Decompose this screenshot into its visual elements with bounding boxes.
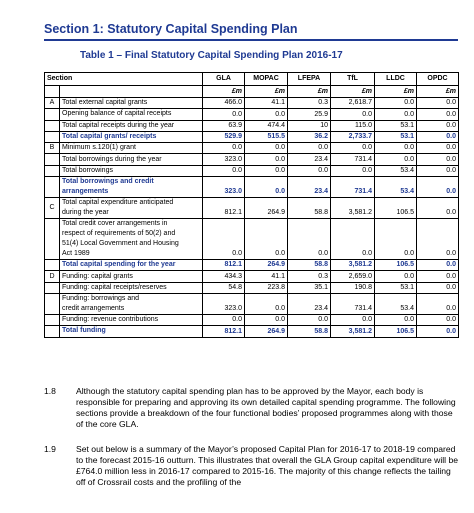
cell-value: 0.0 bbox=[245, 293, 288, 314]
table-row bbox=[45, 260, 459, 271]
cell-value: 812.1 bbox=[203, 198, 245, 219]
section-title: Section 1: Statutory Capital Spending Plan bbox=[44, 22, 298, 36]
cell-value: 53.1 bbox=[375, 131, 417, 142]
cell-value: 0.0 bbox=[417, 109, 459, 120]
units-row bbox=[45, 86, 459, 98]
row-label bbox=[60, 326, 203, 337]
cell-value: 466.0 bbox=[203, 98, 245, 109]
section-letter bbox=[45, 326, 60, 337]
cell-value: 0.0 bbox=[417, 271, 459, 282]
cell-value: 10 bbox=[288, 120, 331, 131]
table-row bbox=[45, 198, 459, 219]
section-letter: A bbox=[45, 98, 60, 109]
cell-value: 323.0 bbox=[203, 293, 245, 314]
row-label bbox=[60, 293, 203, 314]
section-letter bbox=[45, 109, 60, 120]
cell-value: 63.9 bbox=[203, 120, 245, 131]
cell-value: 23.4 bbox=[288, 177, 331, 198]
cell-value: 731.4 bbox=[331, 177, 375, 198]
cell-value: 3,581.2 bbox=[331, 198, 375, 219]
row-label bbox=[60, 98, 203, 109]
cell-value: 23.4 bbox=[288, 293, 331, 314]
row-label-line: Total borrowings during the year bbox=[62, 155, 162, 163]
row-label-line: Total external capital grants bbox=[62, 99, 148, 107]
cell-value: 58.8 bbox=[288, 260, 331, 271]
cell-value: 0.0 bbox=[203, 219, 245, 260]
row-label-line: Funding: revenue contributions bbox=[62, 316, 159, 324]
cell-value: 0.0 bbox=[203, 314, 245, 325]
cell-value: 474.4 bbox=[245, 120, 288, 131]
column-header: GLA bbox=[203, 73, 245, 86]
row-label-line: Funding: capital receipts/reserves bbox=[62, 283, 167, 291]
cell-value: 58.8 bbox=[288, 326, 331, 337]
paragraph-number: 1.8 bbox=[44, 386, 56, 396]
cell-value: 106.5 bbox=[375, 326, 417, 337]
row-label bbox=[60, 271, 203, 282]
cell-value: 0.0 bbox=[331, 219, 375, 260]
cell-value: 0.0 bbox=[331, 109, 375, 120]
unit-label: £m bbox=[417, 86, 459, 98]
table-row bbox=[45, 143, 459, 154]
cell-value: 0.0 bbox=[417, 154, 459, 165]
cell-value: 3,581.2 bbox=[331, 326, 375, 337]
cell-value: 0.0 bbox=[203, 143, 245, 154]
cell-value: 812.1 bbox=[203, 260, 245, 271]
column-header: LFEPA bbox=[288, 73, 331, 86]
unit-label: £m bbox=[203, 86, 245, 98]
row-label bbox=[60, 260, 203, 271]
table-row bbox=[45, 293, 459, 314]
cell-value: 53.4 bbox=[375, 165, 417, 176]
cell-value: 53.4 bbox=[375, 293, 417, 314]
paragraph-number: 1.9 bbox=[44, 444, 56, 454]
cell-value: 0.0 bbox=[203, 165, 245, 176]
table-row bbox=[45, 282, 459, 293]
cell-value: 264.9 bbox=[245, 198, 288, 219]
cell-value: 0.0 bbox=[245, 177, 288, 198]
cell-value: 0.0 bbox=[245, 109, 288, 120]
cell-value: 0.0 bbox=[288, 219, 331, 260]
row-label bbox=[60, 131, 203, 142]
row-label-line: Minimum s.120(1) grant bbox=[62, 144, 136, 152]
table-row bbox=[45, 154, 459, 165]
capital-plan-table bbox=[44, 72, 459, 338]
row-label bbox=[60, 143, 203, 154]
cell-value: 0.0 bbox=[288, 314, 331, 325]
table-row bbox=[45, 177, 459, 198]
unit-label: £m bbox=[245, 86, 288, 98]
row-label bbox=[60, 198, 203, 219]
unit-label: £m bbox=[288, 86, 331, 98]
column-header: Section bbox=[45, 73, 203, 86]
cell-value: 323.0 bbox=[203, 154, 245, 165]
section-letter: D bbox=[45, 271, 60, 282]
cell-value: 53.1 bbox=[375, 282, 417, 293]
cell-value: 0.0 bbox=[417, 198, 459, 219]
section-rule bbox=[44, 39, 458, 41]
column-header: LLDC bbox=[375, 73, 417, 86]
row-label-line: Total borrowings bbox=[62, 166, 113, 174]
section-letter bbox=[45, 177, 60, 198]
cell-value: 0.0 bbox=[417, 282, 459, 293]
cell-value: 0.0 bbox=[417, 165, 459, 176]
section-letter: B bbox=[45, 143, 60, 154]
cell-value: 0.0 bbox=[245, 154, 288, 165]
cell-value: 115.0 bbox=[331, 120, 375, 131]
row-label-line: Total capital expenditure anticipated bbox=[62, 199, 174, 207]
row-label-line: arrangements bbox=[62, 188, 109, 196]
cell-value: 0.0 bbox=[417, 326, 459, 337]
cell-value: 58.8 bbox=[288, 198, 331, 219]
row-label-line: Total funding bbox=[62, 327, 106, 335]
row-label-line: credit arrangements bbox=[62, 304, 125, 312]
cell-value: 529.9 bbox=[203, 131, 245, 142]
cell-value: 0.0 bbox=[288, 143, 331, 154]
row-label-line: Total credit cover arrangements in bbox=[62, 220, 168, 228]
cell-value: 0.0 bbox=[288, 165, 331, 176]
table-row bbox=[45, 131, 459, 142]
cell-value: 264.9 bbox=[245, 260, 288, 271]
section-letter bbox=[45, 131, 60, 142]
table-row bbox=[45, 219, 459, 260]
cell-value: 36.2 bbox=[288, 131, 331, 142]
column-header: OPDC bbox=[417, 73, 459, 86]
row-label bbox=[60, 154, 203, 165]
cell-value: 2,659.0 bbox=[331, 271, 375, 282]
cell-value: 0.0 bbox=[331, 314, 375, 325]
header-row bbox=[45, 73, 459, 86]
cell-value: 0.0 bbox=[375, 143, 417, 154]
row-label bbox=[60, 282, 203, 293]
table-body bbox=[45, 98, 459, 338]
cell-value: 0.0 bbox=[417, 98, 459, 109]
cell-value: 0.0 bbox=[417, 314, 459, 325]
cell-value: 264.9 bbox=[245, 326, 288, 337]
unit-label: £m bbox=[375, 86, 417, 98]
section-letter bbox=[45, 120, 60, 131]
row-label-line: Total capital grants/ receipts bbox=[62, 133, 157, 141]
cell-value: 0.0 bbox=[375, 271, 417, 282]
section-letter bbox=[45, 165, 60, 176]
row-label-line: Total capital receipts during the year bbox=[62, 121, 175, 129]
column-header: TfL bbox=[331, 73, 375, 86]
cell-value: 3,581.2 bbox=[331, 260, 375, 271]
cell-value: 0.3 bbox=[288, 98, 331, 109]
cell-value: 0.0 bbox=[375, 154, 417, 165]
cell-value: 41.1 bbox=[245, 98, 288, 109]
cell-value: 731.4 bbox=[331, 154, 375, 165]
cell-value: 54.8 bbox=[203, 282, 245, 293]
row-label-line: 51(4) Local Government and Housing bbox=[62, 240, 179, 248]
section-letter bbox=[45, 314, 60, 325]
row-label bbox=[60, 219, 203, 260]
cell-value: 25.9 bbox=[288, 109, 331, 120]
table-row bbox=[45, 326, 459, 337]
row-label bbox=[60, 165, 203, 176]
cell-value: 41.1 bbox=[245, 271, 288, 282]
cell-value: 0.0 bbox=[245, 143, 288, 154]
table-row bbox=[45, 314, 459, 325]
cell-value: 106.5 bbox=[375, 198, 417, 219]
cell-value: 0.0 bbox=[375, 314, 417, 325]
cell-value: 0.0 bbox=[417, 143, 459, 154]
cell-value: 0.0 bbox=[417, 219, 459, 260]
cell-value: 515.5 bbox=[245, 131, 288, 142]
section-letter bbox=[45, 293, 60, 314]
cell-value: 223.8 bbox=[245, 282, 288, 293]
cell-value: 0.0 bbox=[417, 177, 459, 198]
table-row bbox=[45, 165, 459, 176]
row-label-line: during the year bbox=[62, 209, 109, 217]
cell-value: 434.3 bbox=[203, 271, 245, 282]
cell-value: 0.0 bbox=[331, 143, 375, 154]
row-label-line: Funding: borrowings and bbox=[62, 294, 140, 302]
table-row bbox=[45, 109, 459, 120]
cell-value: 53.4 bbox=[375, 177, 417, 198]
unit-label: £m bbox=[331, 86, 375, 98]
row-label bbox=[60, 109, 203, 120]
cell-value: 0.0 bbox=[245, 165, 288, 176]
cell-value: 0.0 bbox=[203, 109, 245, 120]
section-letter: C bbox=[45, 198, 60, 219]
row-label-line: Opening balance of capital receipts bbox=[62, 110, 172, 118]
section-letter bbox=[45, 154, 60, 165]
cell-value: 190.8 bbox=[331, 282, 375, 293]
cell-value: 0.0 bbox=[245, 219, 288, 260]
cell-value: 731.4 bbox=[331, 293, 375, 314]
row-label bbox=[60, 120, 203, 131]
row-label-line: Total capital spending for the year bbox=[62, 261, 176, 269]
cell-value: 0.0 bbox=[417, 131, 459, 142]
section-letter bbox=[45, 260, 60, 271]
cell-value: 2,733.7 bbox=[331, 131, 375, 142]
table-title: Table 1 – Final Statutory Capital Spending Plan 2016-17 bbox=[80, 50, 343, 61]
cell-value: 0.0 bbox=[375, 219, 417, 260]
column-header: MOPAC bbox=[245, 73, 288, 86]
cell-value: 0.0 bbox=[375, 109, 417, 120]
cell-value: 0.0 bbox=[331, 165, 375, 176]
table-row bbox=[45, 120, 459, 131]
table-row bbox=[45, 271, 459, 282]
cell-value: 2,618.7 bbox=[331, 98, 375, 109]
row-label-line: respect of requirements of 50(2) and bbox=[62, 230, 176, 238]
row-label-line: Total borrowings and credit bbox=[62, 178, 154, 186]
paragraph-text: Although the statutory capital spending plan has to be approved by the Mayor, each body is responsible for preparing and approving its own detailed capital spending programme. The following sections provide a breakdown of the four functional bodies’ proposed programmes along with those of the core GLA. bbox=[76, 386, 456, 429]
cell-value: 323.0 bbox=[203, 177, 245, 198]
cell-value: 53.1 bbox=[375, 120, 417, 131]
table-row bbox=[45, 98, 459, 109]
cell-value: 23.4 bbox=[288, 154, 331, 165]
cell-value: 35.1 bbox=[288, 282, 331, 293]
paragraph-text: Set out below is a summary of the Mayor’s proposed Capital Plan for 2016-17 to 2018-19 compared to the forecast 2015-16 outturn. This illustrates that overall the GLA Group capital expenditure will be £764.0 million less in 2016-17 compared to 2015-16. The majority of this change reflects the tailing off of Crossrail costs and the profiling of the bbox=[76, 444, 459, 487]
section-letter bbox=[45, 219, 60, 260]
cell-value: 812.1 bbox=[203, 326, 245, 337]
row-label-line: Funding: capital grants bbox=[62, 272, 133, 280]
cell-value: 0.0 bbox=[417, 120, 459, 131]
section-letter bbox=[45, 282, 60, 293]
cell-value: 0.0 bbox=[375, 98, 417, 109]
cell-value: 0.0 bbox=[417, 260, 459, 271]
cell-value: 0.3 bbox=[288, 271, 331, 282]
cell-value: 106.5 bbox=[375, 260, 417, 271]
cell-value: 0.0 bbox=[417, 293, 459, 314]
row-label bbox=[60, 314, 203, 325]
row-label bbox=[60, 177, 203, 198]
row-label-line: Act 1989 bbox=[62, 250, 90, 258]
cell-value: 0.0 bbox=[245, 314, 288, 325]
